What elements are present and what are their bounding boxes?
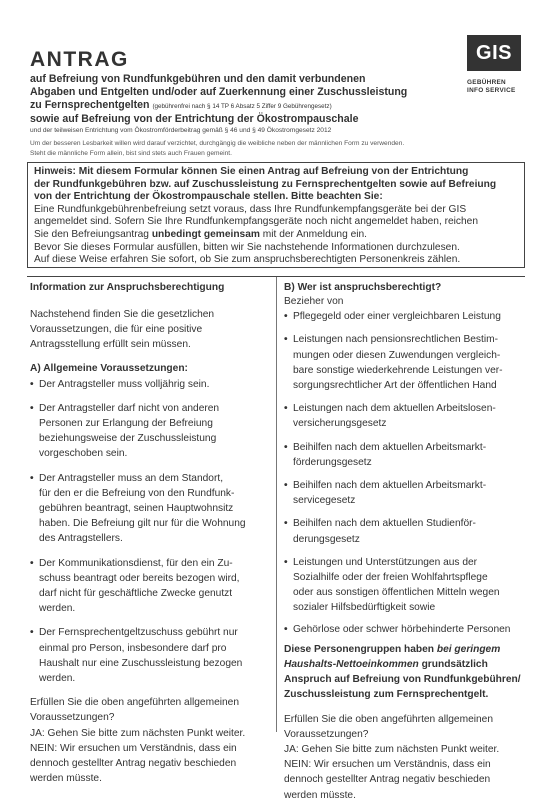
list-item-line: werden. bbox=[39, 603, 76, 615]
summary-emphasis: bei geringem bbox=[436, 643, 501, 655]
outro-line: Voraussetzungen? bbox=[284, 728, 369, 740]
list-item-line: • Leistungen nach dem aktuellen Arbeitslosen- bbox=[293, 403, 496, 415]
list-item-line: gebühren beantragt, seinen Hauptwohnsitz bbox=[39, 503, 234, 515]
right-outro bbox=[284, 712, 524, 803]
hint-line-6-post: mit der Anmeldung ein. bbox=[262, 228, 367, 240]
outro-line: dennoch gestellter Antrag negativ beschieden bbox=[284, 774, 491, 786]
section-b-sub: Bezieher von bbox=[284, 296, 344, 307]
readability-note bbox=[30, 139, 460, 158]
right-column bbox=[284, 281, 524, 803]
list-item-line: • Beihilfen nach dem aktuellen Arbeitsmarkt- bbox=[293, 441, 487, 453]
list-item-line: • Beihilfen nach dem aktuellen Studienför- bbox=[293, 518, 476, 530]
intro-line: Nachstehend finden Sie die gesetzlichen bbox=[30, 309, 215, 320]
list-item-line: • Beihilfen nach dem aktuellen Arbeitsmarkt- bbox=[293, 480, 487, 492]
outro-line: NEIN: Wir ersuchen um Verständnis, dass ein bbox=[30, 742, 237, 754]
list-item bbox=[30, 401, 270, 462]
list-item-line: derungsgesetz bbox=[293, 533, 360, 545]
list-item bbox=[284, 309, 524, 324]
list-item-line: • Leistungen und Unterstützungen aus der bbox=[293, 556, 478, 568]
subtitle-legal-note: (gebührenfrei nach § 14 TP 6 Absatz 5 Ziffer 9 Gebührengesetz) bbox=[152, 103, 332, 110]
list-item bbox=[284, 516, 524, 546]
subtitle-line-5: und der teilweisen Entrichtung vom Ökostromförderbeitrag gemäß § 46 und § 49 Ökostromgesetz 2012 bbox=[30, 127, 332, 134]
list-item bbox=[30, 377, 270, 392]
subtitle-line-3 bbox=[30, 99, 450, 113]
intro-line: Antragsstellung erfüllt sein müssen. bbox=[30, 339, 191, 351]
hint-line-3: von der Entrichtung der Ökostrompauschale stellen. Bitte beachten Sie: bbox=[34, 191, 383, 203]
list-item-line: beziehungsweise der Zuschussleistung bbox=[39, 433, 217, 445]
list-item-line: darf nicht für geschäftliche Zwecke genutzt bbox=[39, 588, 233, 600]
list-item-line: Personen zur Erlangung der Befreiung bbox=[39, 418, 213, 430]
list-item-line: einmal pro Person, insbesondere darf pro bbox=[39, 642, 227, 654]
list-item bbox=[30, 556, 270, 617]
list-item-line: • Der Antragsteller darf nicht von anderen bbox=[39, 402, 220, 414]
form-subtitle bbox=[30, 73, 450, 135]
subtitle-line-3-text: zu Fernsprechentgelten bbox=[30, 99, 150, 111]
list-item-line: • Der Fernsprechentgeltzuschuss gebührt nur bbox=[39, 627, 238, 639]
list-item-line: werden. bbox=[39, 673, 76, 685]
hint-line-7: Bevor Sie dieses Formular ausfüllen, bitten wir Sie nachstehende Informationen durchzulesen. bbox=[34, 241, 460, 253]
list-item-line: versicherungsgesetz bbox=[293, 418, 387, 430]
list-item-line: des Antragstellers. bbox=[39, 533, 123, 545]
summary-line-4: Zuschussleistung zum Fernsprechentgelt. bbox=[284, 689, 489, 701]
list-item-line: schuss beantragt oder bereits bezogen wird, bbox=[39, 572, 240, 584]
list-item bbox=[284, 622, 524, 637]
readability-note-line-2: Steht die männliche Form allein, bist sind stets auch Frauen gemeint. bbox=[30, 149, 232, 157]
hint-box bbox=[27, 162, 525, 268]
column-divider bbox=[276, 277, 277, 732]
outro-line: dennoch gestellter Antrag negativ beschieden bbox=[30, 758, 237, 770]
list-item bbox=[30, 625, 270, 686]
list-item-line: oder aus sonstigen öffentlichen Mitteln wegen bbox=[293, 587, 500, 599]
hint-line-6-pre: Sie den Befreiungsantrag bbox=[34, 228, 149, 240]
list-item-line: haben. Die Befreiung gilt nur für die Wohnung bbox=[39, 518, 246, 530]
outro-line: NEIN: Wir ersuchen um Verständnis, dass ein bbox=[284, 759, 491, 771]
hint-line-2: der Rundfunkgebühren bzw. auf Zuschussleistung zu Fernsprechentgelten sowie auf Befreiung bbox=[34, 178, 497, 190]
list-item bbox=[284, 478, 524, 508]
list-item-line: mungen oder diesen Zuwendungen vergleich- bbox=[293, 349, 501, 361]
list-item bbox=[284, 401, 524, 431]
summary-text: grundsätzlich bbox=[421, 659, 488, 671]
summary-line-2 bbox=[284, 657, 524, 672]
hint-line-4: Eine Rundfunkgebührenbefreiung setzt voraus, dass Ihre Rundfunkempfangsgeräte bei der GIS bbox=[34, 203, 467, 215]
list-item-line: • Der Antragsteller muss an dem Standort, bbox=[39, 472, 224, 484]
form-title: ANTRAG bbox=[30, 48, 129, 71]
outro-line: Voraussetzungen? bbox=[30, 712, 115, 724]
list-item bbox=[284, 440, 524, 470]
summary-emphasis: Haushalts-Nettoeinkommen bbox=[284, 659, 419, 671]
list-item bbox=[30, 471, 270, 547]
subtitle-line-2: Abgaben und Entgelten und/oder auf Zuerkennung einer Zuschussleistung bbox=[30, 86, 408, 98]
outro-line: JA: Gehen Sie bitte zum nächsten Punkt weiter. bbox=[284, 744, 500, 756]
outro-line: werden müsste. bbox=[284, 789, 356, 801]
list-item-line: förderungsgesetz bbox=[293, 456, 372, 468]
gis-logo: GIS bbox=[467, 35, 521, 71]
outro-line: werden müsste. bbox=[30, 773, 102, 785]
readability-note-line-1: Um der besseren Lesbarkeit willen wird darauf verzichtet, durchgängig die weibliche neben der männlichen Form zu verwenden. bbox=[30, 140, 405, 147]
summary-line-3: Anspruch auf Befreiung von Rundfunkgebühren/ bbox=[284, 674, 521, 686]
list-item-line: sorgungsrechtlicher Art der öffentlichen Hand bbox=[293, 380, 497, 392]
list-item-line: • Der Kommunikationsdienst, für den ein Zu- bbox=[39, 557, 233, 569]
list-item-line: • Gehörlose oder schwer hörbehinderte Personen bbox=[293, 623, 511, 635]
section-b-heading: B) Wer ist anspruchsberechtigt? bbox=[284, 282, 442, 293]
list-item-line: • Leistungen nach pensionsrechtlichen Bestim- bbox=[293, 334, 499, 346]
hint-line-1: Hinweis: Mit diesem Formular können Sie einen Antrag auf Befreiung von der Entrichtung bbox=[34, 166, 469, 177]
list-item bbox=[284, 555, 524, 616]
logo-sub-line-2: INFO SERVICE bbox=[467, 87, 516, 94]
section-a-heading: A) Allgemeine Voraussetzungen: bbox=[30, 362, 188, 374]
info-heading: Information zur Anspruchsberechtigung bbox=[30, 282, 225, 293]
hint-emphasis: unbedingt gemeinsam bbox=[151, 228, 260, 240]
list-item-line: • Der Antragsteller muss volljährig sein. bbox=[39, 378, 210, 390]
outro-line: JA: Gehen Sie bitte zum nächsten Punkt weiter. bbox=[30, 727, 246, 739]
logo-sub-line-1: GEBÜHREN bbox=[467, 79, 506, 86]
list-item-line: • Pflegegeld oder einer vergleichbaren Leistung bbox=[293, 311, 501, 323]
outro-line: Erfüllen Sie die oben angeführten allgemeinen bbox=[284, 713, 493, 725]
summary-line-1 bbox=[284, 642, 524, 657]
list-item-line: Sozialhilfe oder der freien Wohlfahrtspflege bbox=[293, 572, 488, 584]
left-outro bbox=[30, 695, 270, 786]
gis-logo-subtitle bbox=[467, 79, 527, 95]
summary-text: Diese Personengruppen haben bbox=[284, 643, 435, 655]
hint-line-8: Auf diese Weise erfahren Sie sofort, ob Sie zum anspruchsberechtigten Personenkreis zählen. bbox=[34, 254, 461, 266]
hint-line-6 bbox=[34, 229, 518, 242]
outro-line: Erfüllen Sie die oben angeführten allgemeinen bbox=[30, 697, 239, 709]
list-item-line: servicegesetz bbox=[293, 495, 356, 507]
list-item-line: sozialer Hilfsbedürftigkeit sowie bbox=[293, 602, 436, 614]
subtitle-line-4: sowie auf Befreiung von der Entrichtung der Ökostrompauschale bbox=[30, 113, 359, 125]
list-item bbox=[284, 332, 524, 393]
hint-line-5: angemeldet sind. Sofern Sie Ihre Rundfunkempfangsgeräte noch nicht angemeldet haben, reichen bbox=[34, 216, 479, 228]
list-item-line: vorgeschoben sein. bbox=[39, 448, 128, 460]
intro-line: Voraussetzungen, die für eine positive bbox=[30, 324, 203, 336]
subtitle-line-1: auf Befreiung von Rundfunkgebühren und den damit verbundenen bbox=[30, 73, 366, 85]
eligibility-summary bbox=[284, 642, 524, 703]
left-column bbox=[30, 281, 270, 786]
list-item-line: bare sonstige wiederkehrende Leistungen ver- bbox=[293, 364, 503, 376]
list-item-line: Haushalt nur eine Zuschussleistung bezogen bbox=[39, 657, 243, 669]
list-item-line: für den er die Befreiung von den Rundfunk- bbox=[39, 487, 235, 499]
intro-paragraph bbox=[30, 307, 270, 353]
